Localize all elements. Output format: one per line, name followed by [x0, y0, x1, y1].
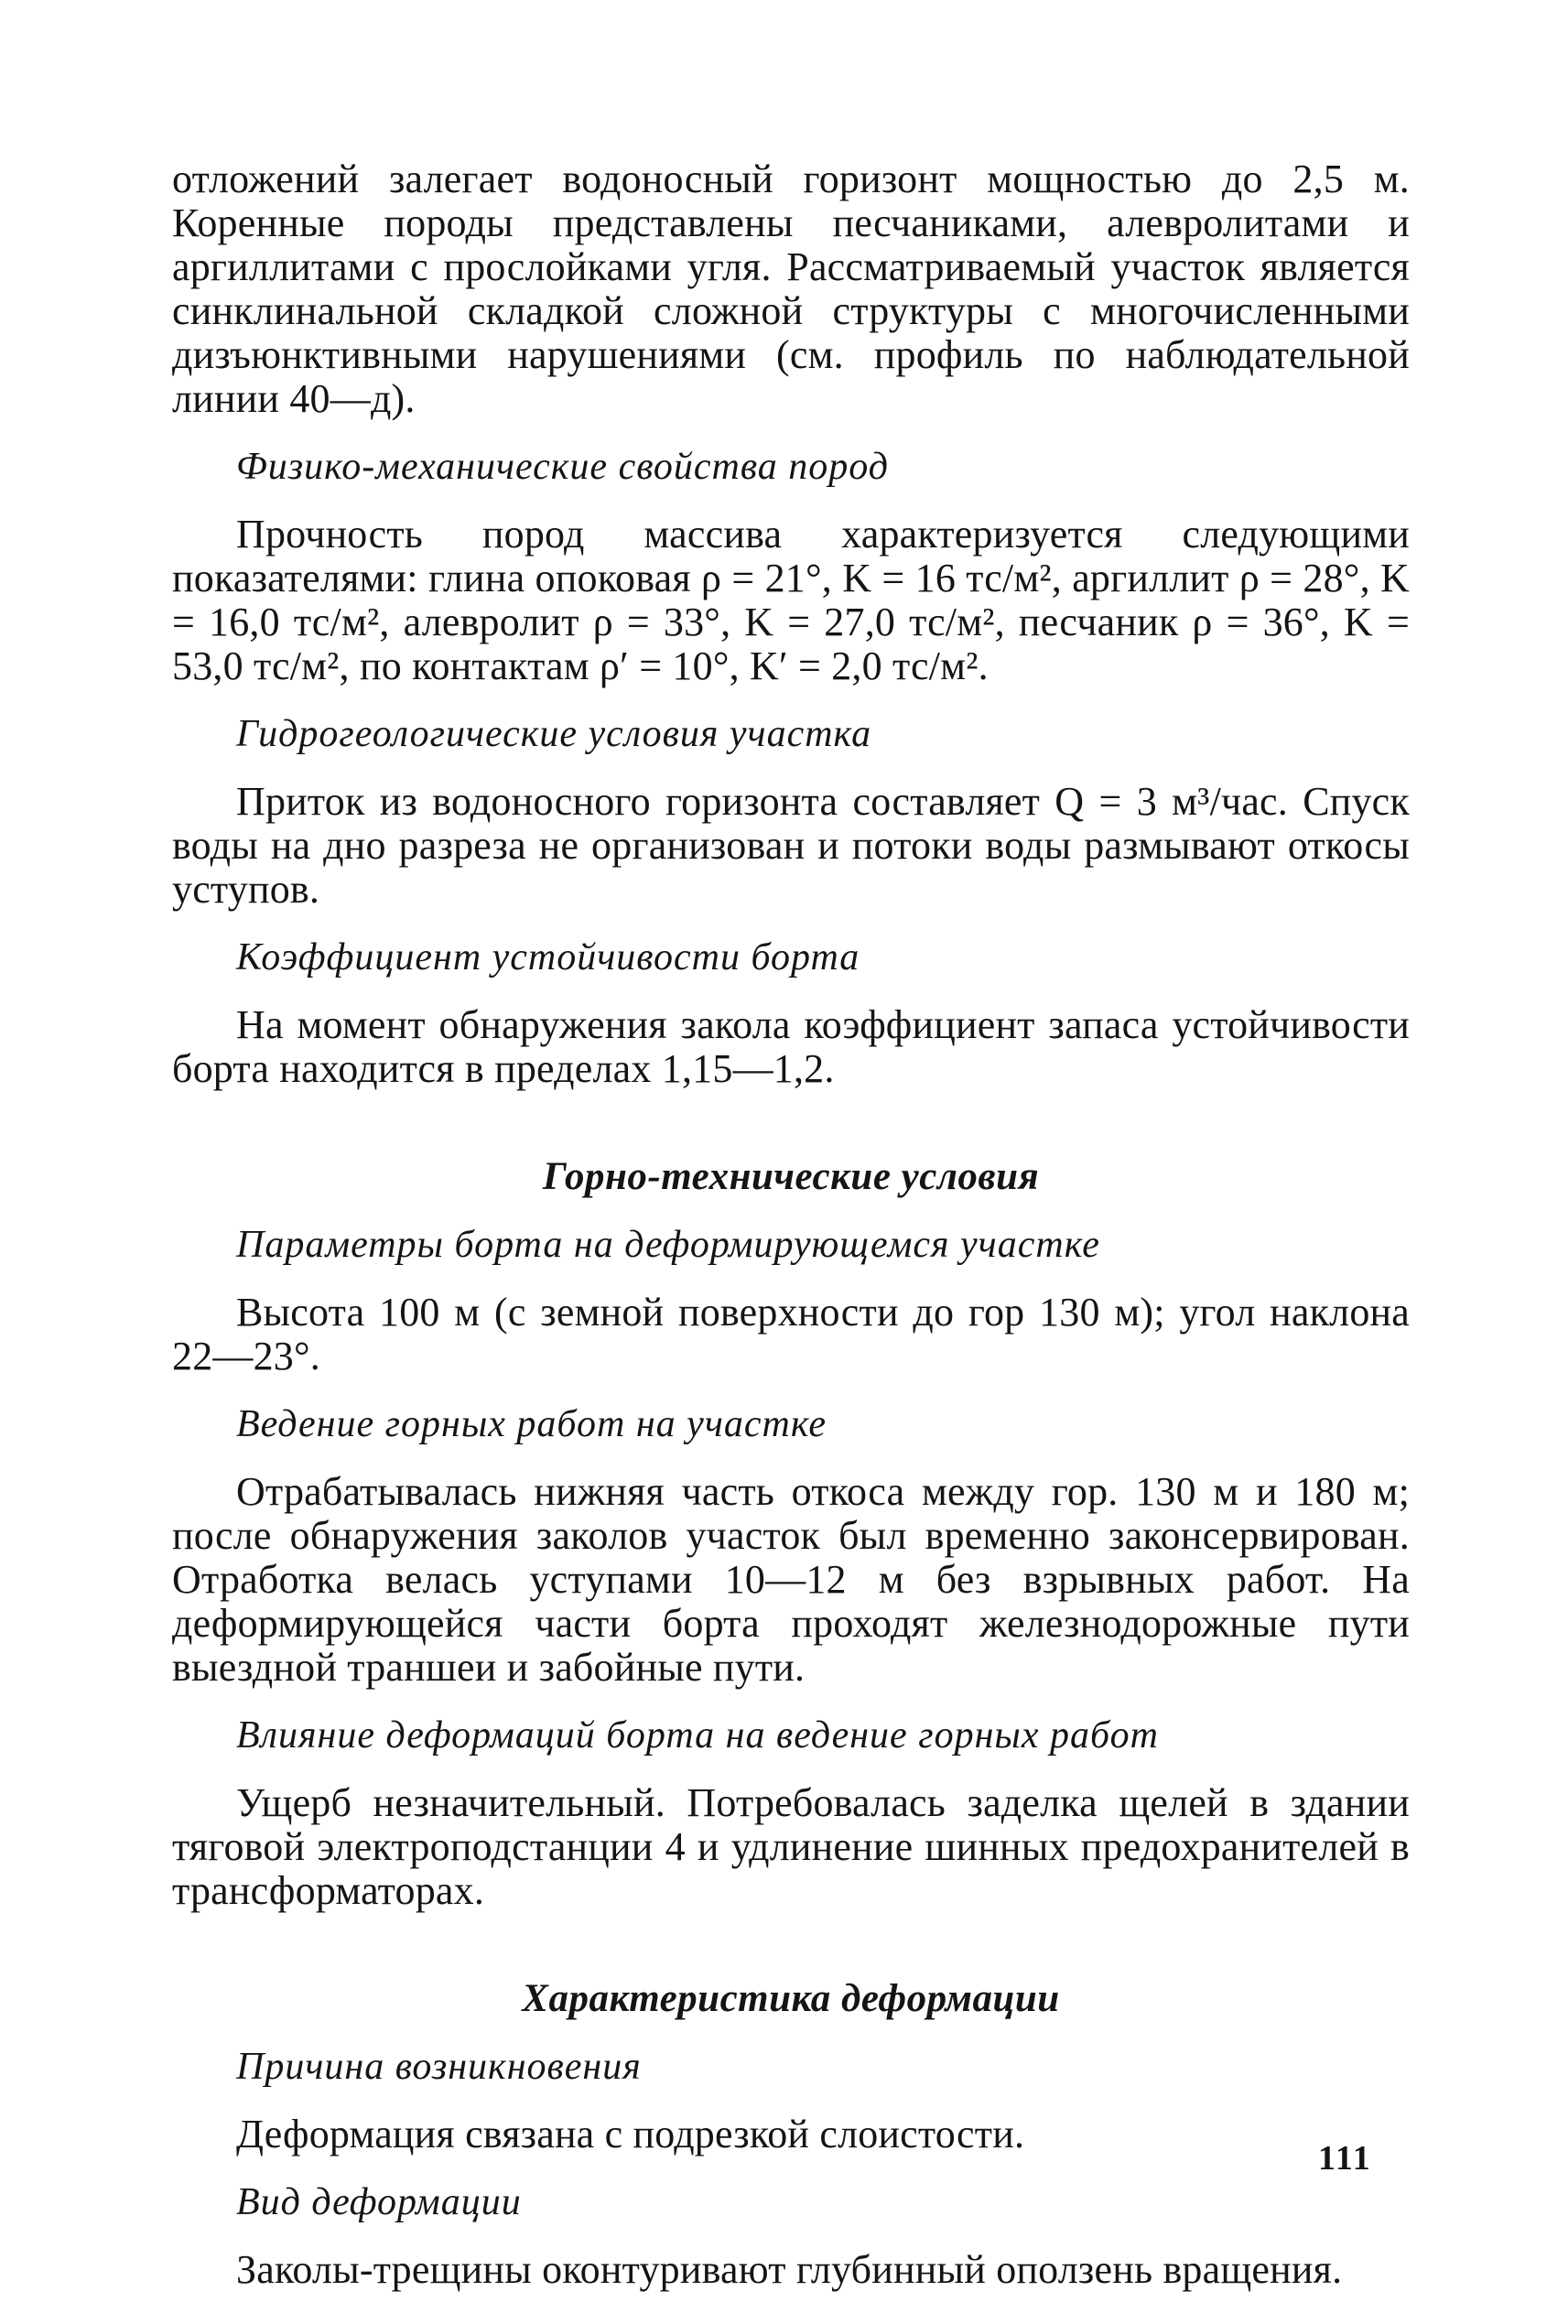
slope-parameters-heading: Параметры борта на деформирующемся участке: [236, 1224, 1100, 1266]
hydro-conditions-text: Приток из водоносного горизонта составляет Q = 3 м³/час. Спуск воды на дно разреза не организован и потоки воды размывают откосы уступов.: [172, 779, 1410, 912]
deformation-type-text: Заколы-трещины оконтуривают глубинный оползень вращения.: [236, 2247, 1343, 2292]
physical-properties-text: Прочность пород массива характеризуется следующими показателями: глина опоковая ρ = 21°, K = 16 тс/м², аргиллит ρ = 28°, K = 16,0 тс/м², алевролит ρ = 33°, K = 27,0 тс/м², песчаник ρ = 36°, K = 53,0 тс/м², по контактам ρ′ = 10°, K′ = 2,0 тс/м².: [172, 512, 1410, 688]
deformation-influence-heading: Влияние деформаций борта на ведение горных работ: [236, 1714, 1159, 1757]
deformation-influence-text: Ущерб незначительный. Потребовалась заделка щелей в здании тяговой электроподстанции 4 и удлинение шинных предохранителей в трансформаторах.: [172, 1780, 1410, 1913]
mining-works-heading: Ведение горных работ на участке: [236, 1403, 827, 1445]
hydro-conditions-heading: Гидрогеологические условия участка: [236, 713, 872, 755]
deformation-type-heading: Вид деформации: [236, 2181, 522, 2223]
stability-coefficient-heading: Коэффициент устойчивости борта: [236, 936, 860, 978]
deformation-characteristics-title: Характеристика деформации: [522, 1977, 1060, 2020]
page-body: [172, 157, 1410, 2292]
mining-works-text: Отрабатывалась нижняя часть откоса между гор. 130 м и 180 м; после обнаружения заколов участок был временно законсервирован. Отработка велась уступами 10—12 м без взрывных работ. На деформирующейся части борта проходят железнодорожные пути выездной траншеи и забойные пути.: [172, 1469, 1410, 1690]
physical-properties-heading: Физико-механические свойства пород: [236, 446, 889, 488]
mining-conditions-title: Горно-технические условия: [542, 1155, 1040, 1198]
deformation-cause-text: Деформация связана с подрезкой слоистости.: [236, 2112, 1025, 2156]
stability-coefficient-text: На момент обнаружения закола коэффициент запаса устойчивости борта находится в пределах 1,15—1,2.: [172, 1002, 1410, 1091]
intro-paragraph: отложений залегает водоносный горизонт мощностью до 2,5 м. Коренные породы представлены песчаниками, алевролитами и аргиллитами с прослойками угля. Рассматриваемый участок является синклинальной складкой сложной структуры с многочисленными дизъюнктивными нарушениями (см. профиль по наблюдательной линии 40—д).: [172, 157, 1410, 421]
slope-parameters-text: Высота 100 м (с земной поверхности до гор 130 м); угол наклона 22—23°.: [172, 1290, 1410, 1378]
page-number: 111: [1318, 2139, 1372, 2178]
deformation-cause-heading: Причина возникновения: [236, 2046, 642, 2088]
